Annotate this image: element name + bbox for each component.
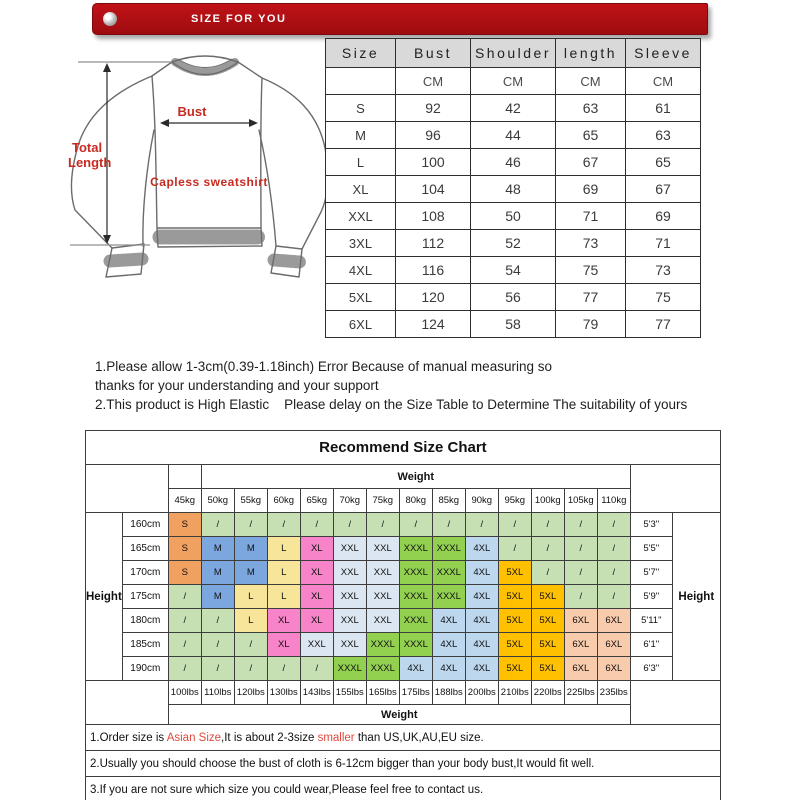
size-cell: 4XL	[465, 633, 498, 657]
weight-lbs-label: 188lbs	[432, 681, 465, 705]
size-table-cell: 63	[626, 122, 701, 149]
size-table-cell: 71	[556, 203, 626, 230]
total-length-label-line1: Total	[72, 140, 103, 155]
size-table-cell: 112	[396, 230, 471, 257]
weight-kg-label: 50kg	[201, 489, 234, 513]
size-cell: 4XL	[432, 657, 465, 681]
size-table-header: Shoulder	[471, 39, 556, 68]
size-table-cell: L	[326, 149, 396, 176]
blank-cell	[630, 681, 720, 725]
weight-lbs-label: 155lbs	[333, 681, 366, 705]
size-cell: 4XL	[432, 609, 465, 633]
weight-kg-label: 45kg	[168, 489, 201, 513]
size-table-cell: 52	[471, 230, 556, 257]
size-table-cell: 75	[626, 284, 701, 311]
weight-footer-label: Weight	[168, 705, 630, 725]
size-cell: 5XL	[531, 633, 564, 657]
size-table-cell: 63	[556, 95, 626, 122]
size-table-header: Sleeve	[626, 39, 701, 68]
size-table-unit: CM	[626, 68, 701, 95]
size-cell: XXXL	[432, 561, 465, 585]
size-table-cell: 54	[471, 257, 556, 284]
weight-lbs-label: 143lbs	[300, 681, 333, 705]
height-cm-label: 175cm	[122, 585, 168, 609]
size-cell: M	[234, 561, 267, 585]
weight-kg-label: 90kg	[465, 489, 498, 513]
recommend-chart-title: Recommend Size Chart	[86, 431, 721, 465]
total-length-label-line2: Length	[68, 155, 112, 170]
size-banner	[92, 3, 708, 35]
height-label-left: Height	[86, 513, 123, 681]
size-cell-none: /	[201, 657, 234, 681]
size-table-unit: CM	[556, 68, 626, 95]
size-table-cell: 6XL	[326, 311, 396, 338]
size-table-unit	[326, 68, 396, 95]
size-cell: 6XL	[564, 633, 597, 657]
banner-title: SIZE FOR YOU	[191, 13, 287, 25]
size-table-unit-row	[326, 68, 701, 95]
weight-lbs-label: 110lbs	[201, 681, 234, 705]
size-table-cell: 77	[626, 311, 701, 338]
size-cell: 6XL	[564, 657, 597, 681]
size-table-cell: 56	[471, 284, 556, 311]
weight-lbs-row	[86, 681, 721, 705]
size-table-cell: 69	[626, 203, 701, 230]
size-table-row	[326, 95, 701, 122]
size-cell-none: /	[564, 513, 597, 537]
size-cell: XXL	[300, 633, 333, 657]
size-cell: XL	[267, 609, 300, 633]
height-row	[86, 609, 721, 633]
size-cell: 6XL	[564, 609, 597, 633]
height-ft-label: 5'5"	[630, 537, 672, 561]
size-cell-none: /	[234, 633, 267, 657]
size-table-row	[326, 203, 701, 230]
size-table-cell: 108	[396, 203, 471, 230]
size-cell: M	[201, 561, 234, 585]
weight-footer-row	[86, 705, 721, 725]
size-cell: 6XL	[597, 657, 630, 681]
weight-lbs-label: 130lbs	[267, 681, 300, 705]
size-cell-none: /	[168, 585, 201, 609]
size-cell: XXXL	[399, 609, 432, 633]
size-cell-none: /	[168, 609, 201, 633]
size-table-cell: 69	[556, 176, 626, 203]
chart-note-row	[86, 751, 721, 777]
size-table-cell: 96	[396, 122, 471, 149]
height-cm-label: 165cm	[122, 537, 168, 561]
size-table-cell: 92	[396, 95, 471, 122]
size-cell-none: /	[498, 537, 531, 561]
height-row	[86, 585, 721, 609]
height-row	[86, 633, 721, 657]
chart-note-3	[86, 777, 721, 800]
height-cm-label: 180cm	[122, 609, 168, 633]
height-cm-label: 185cm	[122, 633, 168, 657]
size-cell: XXXL	[366, 633, 399, 657]
size-cell: 5XL	[531, 609, 564, 633]
size-table-cell: 46	[471, 149, 556, 176]
size-cell: M	[201, 585, 234, 609]
size-table-cell: 67	[626, 176, 701, 203]
height-cm-label: 160cm	[122, 513, 168, 537]
bust-label: Bust	[177, 104, 207, 119]
size-cell: 6XL	[597, 609, 630, 633]
size-table-header: length	[556, 39, 626, 68]
size-table-cell: 50	[471, 203, 556, 230]
size-cell: XL	[300, 585, 333, 609]
weight-kg-label: 80kg	[399, 489, 432, 513]
size-cell: XXL	[333, 585, 366, 609]
size-table	[325, 38, 701, 338]
size-cell: XXXL	[333, 657, 366, 681]
size-table-cell: 42	[471, 95, 556, 122]
weight-lbs-label: 120lbs	[234, 681, 267, 705]
size-cell: XXXL	[399, 633, 432, 657]
size-cell: XL	[300, 537, 333, 561]
size-table-cell: 3XL	[326, 230, 396, 257]
size-cell-none: /	[300, 513, 333, 537]
sweatshirt-drawing	[50, 40, 330, 350]
size-cell: XXXL	[399, 537, 432, 561]
weight-kg-label: 100kg	[531, 489, 564, 513]
note-text: ,It is about 2-3size	[221, 731, 318, 744]
size-cell: XXXL	[432, 585, 465, 609]
size-table-cell: M	[326, 122, 396, 149]
height-row	[86, 561, 721, 585]
size-table-cell: 73	[556, 230, 626, 257]
size-cell-none: /	[201, 633, 234, 657]
weight-header-label: Weight	[201, 465, 630, 489]
size-cell: XXL	[333, 561, 366, 585]
size-table-row	[326, 149, 701, 176]
weight-kg-label: 75kg	[366, 489, 399, 513]
note-text: than US,UK,AU,EU size.	[354, 731, 484, 744]
size-table-cell: 65	[626, 149, 701, 176]
product-label: Capless sweatshirt	[150, 175, 268, 189]
size-cell-none: /	[597, 561, 630, 585]
size-cell: M	[234, 537, 267, 561]
weight-header-row	[86, 465, 721, 489]
weight-kg-label: 55kg	[234, 489, 267, 513]
size-cell: S	[168, 561, 201, 585]
size-table-cell: 104	[396, 176, 471, 203]
height-ft-label: 6'1"	[630, 633, 672, 657]
size-cell: XXXL	[432, 537, 465, 561]
size-cell: L	[267, 585, 300, 609]
size-table-row	[326, 176, 701, 203]
size-cell-none: /	[498, 513, 531, 537]
height-ft-label: 5'3"	[630, 513, 672, 537]
size-cell: XXL	[333, 609, 366, 633]
size-cell: L	[267, 537, 300, 561]
size-cell: S	[168, 513, 201, 537]
size-cell: 5XL	[498, 609, 531, 633]
size-table-row	[326, 230, 701, 257]
size-cell-none: /	[564, 537, 597, 561]
size-table-cell: 58	[471, 311, 556, 338]
size-cell-none: /	[168, 657, 201, 681]
size-cell-none: /	[564, 561, 597, 585]
size-cell: XXXL	[366, 657, 399, 681]
height-row	[86, 537, 721, 561]
size-cell: 6XL	[597, 633, 630, 657]
size-table-cell: 44	[471, 122, 556, 149]
height-ft-label: 5'9"	[630, 585, 672, 609]
weight-kg-row	[86, 489, 721, 513]
recommend-size-chart	[85, 430, 721, 800]
weight-lbs-label: 210lbs	[498, 681, 531, 705]
highlight-text: smaller	[317, 731, 355, 744]
size-table-unit: CM	[471, 68, 556, 95]
blank-cell	[86, 465, 169, 513]
size-cell: XXL	[366, 585, 399, 609]
note-text: 2.Usually you should choose the bust of cloth is 6-12cm bigger than your body bust,It would fit well.	[90, 757, 595, 770]
size-cell: L	[234, 609, 267, 633]
sweatshirt-diagram	[50, 40, 330, 350]
size-cell-none: /	[201, 513, 234, 537]
size-cell-none: /	[465, 513, 498, 537]
size-table-cell: 48	[471, 176, 556, 203]
size-cell: 5XL	[531, 585, 564, 609]
size-cell-none: /	[531, 561, 564, 585]
weight-kg-label: 85kg	[432, 489, 465, 513]
size-table-row	[326, 257, 701, 284]
measuring-notes	[95, 357, 735, 414]
weight-lbs-label: 235lbs	[597, 681, 630, 705]
size-cell: 4XL	[465, 585, 498, 609]
weight-lbs-label: 200lbs	[465, 681, 498, 705]
weight-kg-label: 60kg	[267, 489, 300, 513]
bust-arrow	[160, 119, 258, 127]
size-cell-none: /	[531, 513, 564, 537]
size-table-row	[326, 122, 701, 149]
size-table-cell: 75	[556, 257, 626, 284]
size-table-cell: 73	[626, 257, 701, 284]
size-cell-none: /	[597, 513, 630, 537]
size-table-cell: 5XL	[326, 284, 396, 311]
size-table-unit: CM	[396, 68, 471, 95]
weight-lbs-label: 175lbs	[399, 681, 432, 705]
blank-cell	[630, 465, 720, 513]
blank-cell	[86, 681, 169, 725]
weight-lbs-label: 225lbs	[564, 681, 597, 705]
size-cell: XXL	[333, 633, 366, 657]
chart-note-2	[86, 751, 721, 777]
size-cell: 5XL	[498, 561, 531, 585]
height-ft-label: 5'7"	[630, 561, 672, 585]
size-cell: XL	[300, 561, 333, 585]
weight-kg-label: 95kg	[498, 489, 531, 513]
size-cell: 4XL	[465, 609, 498, 633]
size-cell: 5XL	[498, 633, 531, 657]
blank-cell	[168, 465, 201, 489]
size-table-cell: 120	[396, 284, 471, 311]
size-cell: M	[201, 537, 234, 561]
height-label-right: Height	[672, 513, 720, 681]
size-cell: S	[168, 537, 201, 561]
size-cell: 4XL	[465, 561, 498, 585]
size-table-cell: 100	[396, 149, 471, 176]
size-table-cell: 65	[556, 122, 626, 149]
size-cell-none: /	[267, 513, 300, 537]
size-table-header: Size	[326, 39, 396, 68]
weight-lbs-label: 220lbs	[531, 681, 564, 705]
size-table-header-row	[326, 39, 701, 68]
weight-kg-label: 70kg	[333, 489, 366, 513]
size-cell: XXL	[366, 561, 399, 585]
size-table-cell: XL	[326, 176, 396, 203]
size-table-cell: S	[326, 95, 396, 122]
size-table-cell: 67	[556, 149, 626, 176]
note-text: 1.Order size is	[90, 731, 167, 744]
chart-note-row	[86, 777, 721, 800]
size-cell: 4XL	[399, 657, 432, 681]
size-cell-none: /	[333, 513, 366, 537]
size-cell-none: /	[564, 585, 597, 609]
size-cell-none: /	[234, 513, 267, 537]
height-row	[86, 657, 721, 681]
size-cell: XXL	[333, 537, 366, 561]
size-cell-none: /	[597, 537, 630, 561]
size-cell-none: /	[300, 657, 333, 681]
weight-kg-label: 105kg	[564, 489, 597, 513]
size-cell: 4XL	[432, 633, 465, 657]
height-row	[86, 513, 721, 537]
recommend-title-row	[86, 431, 721, 465]
height-ft-label: 5'11"	[630, 609, 672, 633]
size-table-cell: 61	[626, 95, 701, 122]
grommet-icon	[103, 12, 117, 26]
height-cm-label: 170cm	[122, 561, 168, 585]
size-cell-none: /	[234, 657, 267, 681]
size-cell-none: /	[201, 609, 234, 633]
size-cell: L	[267, 561, 300, 585]
size-cell-none: /	[432, 513, 465, 537]
size-cell-none: /	[597, 585, 630, 609]
chart-note-1	[86, 725, 721, 751]
size-cell: XXXL	[399, 561, 432, 585]
size-cell: 5XL	[498, 657, 531, 681]
size-cell: XL	[300, 609, 333, 633]
size-table-cell: 71	[626, 230, 701, 257]
note-line-3: 2.This product is High Elastic Please delay on the Size Table to Determine The suitability of yours	[95, 397, 688, 412]
size-table-header: Bust	[396, 39, 471, 68]
size-table-cell: 79	[556, 311, 626, 338]
size-table-cell: 116	[396, 257, 471, 284]
size-table-cell: XXL	[326, 203, 396, 230]
size-cell: L	[234, 585, 267, 609]
size-cell: 5XL	[531, 657, 564, 681]
size-cell: XXL	[366, 537, 399, 561]
note-line-2: thanks for your understanding and your support	[95, 378, 379, 393]
size-cell: 5XL	[498, 585, 531, 609]
size-table-cell: 77	[556, 284, 626, 311]
size-cell: XXL	[366, 609, 399, 633]
size-table-cell: 4XL	[326, 257, 396, 284]
size-cell-none: /	[267, 657, 300, 681]
size-cell-none: /	[531, 537, 564, 561]
weight-lbs-label: 165lbs	[366, 681, 399, 705]
weight-kg-label: 110kg	[597, 489, 630, 513]
weight-lbs-label: 100lbs	[168, 681, 201, 705]
size-cell-none: /	[399, 513, 432, 537]
chart-note-row	[86, 725, 721, 751]
height-ft-label: 6'3"	[630, 657, 672, 681]
note-line-1: 1.Please allow 1-3cm(0.39-1.18inch) Error Because of manual measuring so	[95, 359, 552, 374]
size-table-row	[326, 284, 701, 311]
size-cell: 4XL	[465, 657, 498, 681]
size-cell-none: /	[168, 633, 201, 657]
size-cell: XXXL	[399, 585, 432, 609]
size-table-cell: 124	[396, 311, 471, 338]
size-cell-none: /	[366, 513, 399, 537]
note-text: 3.If you are not sure which size you could wear,Please feel free to contact us.	[90, 783, 484, 796]
size-cell: 4XL	[465, 537, 498, 561]
size-table-row	[326, 311, 701, 338]
weight-kg-label: 65kg	[300, 489, 333, 513]
height-cm-label: 190cm	[122, 657, 168, 681]
total-length-arrow	[103, 63, 111, 244]
size-cell: XL	[267, 633, 300, 657]
highlight-text: Asian Size	[166, 731, 222, 744]
